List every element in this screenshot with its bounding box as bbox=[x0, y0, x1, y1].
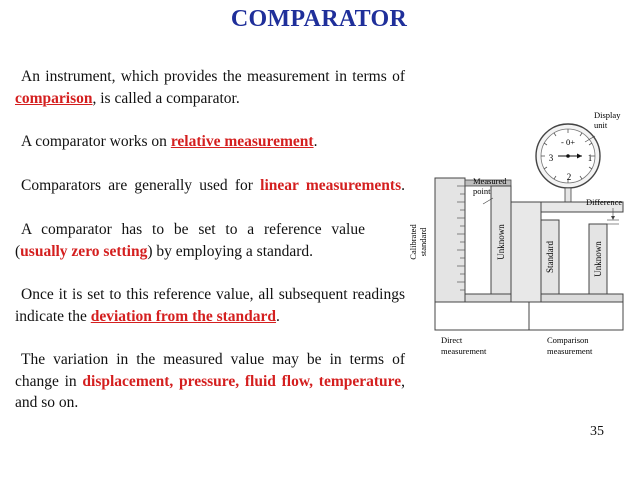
comparison-measurement-label-1: Comparison bbox=[547, 335, 589, 345]
calibrated-standard-scale bbox=[435, 178, 465, 302]
bullet-5-highlight: deviation from the standard bbox=[90, 308, 277, 325]
bullet-6-text-a: The variation in the measured value may be in terms of change in bbox=[15, 351, 405, 390]
difference-label: Difference bbox=[586, 197, 623, 207]
unknown-left-label: Unknown bbox=[496, 224, 506, 260]
direct-measurement-label-2: measurement bbox=[441, 346, 487, 356]
display-unit-label-2: unit bbox=[594, 120, 608, 130]
bullet-6 bbox=[15, 349, 405, 413]
page-number: 35 bbox=[590, 424, 604, 439]
difference-arrow-icon bbox=[611, 216, 615, 220]
bullet-3 bbox=[15, 175, 405, 197]
dial-pivot bbox=[566, 154, 570, 158]
dial-bottom-label: 2 bbox=[566, 172, 572, 182]
bullet-1-text-b: , is called a comparator. bbox=[92, 90, 240, 107]
bullet-5-text-b: . bbox=[276, 308, 280, 325]
bullet-5 bbox=[15, 284, 405, 327]
display-unit-label-1: Display bbox=[594, 110, 621, 120]
comparator-diagram bbox=[405, 100, 638, 370]
bullet-2-text-b: . bbox=[313, 133, 318, 150]
bullet-2-highlight: relative measurement bbox=[170, 133, 314, 150]
bullet-5-text-a: Once it is set to this reference value, all subsequent readings indicate the bbox=[15, 286, 405, 325]
bullet-1-text-a: An instrument, which provides the measurement in terms of bbox=[21, 68, 405, 85]
measured-point-label-2: point bbox=[473, 186, 491, 196]
dial-plunger bbox=[565, 188, 571, 202]
comparison-base-block bbox=[529, 302, 623, 330]
bullet-2 bbox=[15, 131, 405, 153]
bullet-6-text-b: , and so on. bbox=[15, 373, 405, 411]
bullet-4-text-a: A comparator has to be set to a reference value ( bbox=[15, 221, 365, 260]
dial-gauge bbox=[536, 124, 600, 188]
slide-title: COMPARATOR bbox=[230, 6, 408, 32]
bullet-4-highlight: usually zero setting bbox=[20, 243, 148, 260]
calibrated-label-1: Calibrated bbox=[408, 224, 418, 260]
bullet-1-highlight: comparison bbox=[15, 90, 93, 107]
bullet-3-text-a: Comparators are generally used for bbox=[21, 177, 261, 194]
bullet-list bbox=[15, 66, 405, 435]
bullet-1 bbox=[15, 66, 405, 109]
bullet-2-text-a: A comparator works on bbox=[21, 133, 171, 150]
dial-top-label: - 0+ bbox=[561, 137, 575, 147]
calibrated-label-2: standard bbox=[418, 227, 428, 257]
bullet-3-text-b: . bbox=[401, 177, 405, 194]
dial-right-label: 1 bbox=[587, 153, 593, 163]
bullet-4 bbox=[15, 219, 365, 262]
dial-left-label: 3 bbox=[548, 153, 554, 163]
bullet-3-highlight: linear measurements bbox=[260, 177, 402, 194]
direct-measurement-label-1: Direct bbox=[441, 335, 463, 345]
unknown-right-label: Unknown bbox=[593, 241, 603, 277]
measured-point-label-1: Measured bbox=[473, 176, 507, 186]
bullet-6-highlight: displacement, pressure, fluid flow, temperature bbox=[82, 373, 402, 390]
bullet-4-text-b: ) by employing a standard. bbox=[147, 243, 314, 260]
direct-base-block bbox=[435, 302, 529, 330]
comparison-measurement-label-2: measurement bbox=[547, 346, 593, 356]
standard-label: Standard bbox=[545, 241, 555, 273]
comparator-stand bbox=[511, 202, 541, 302]
